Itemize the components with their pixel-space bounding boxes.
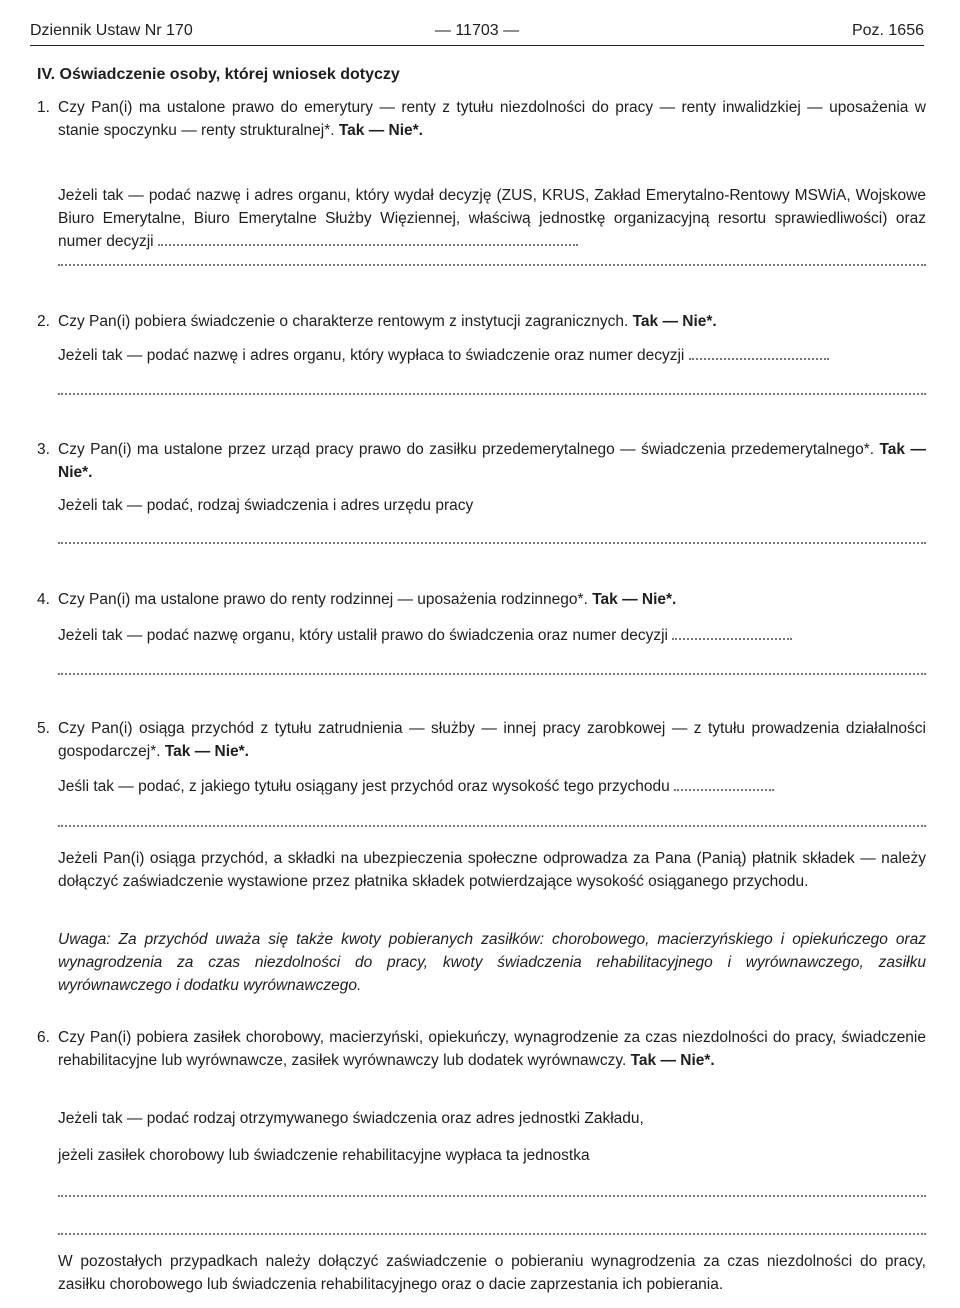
question-text: Czy Pan(i) ma ustalone prawo do renty rodzinnej — uposażenia rodzinnego*. — [58, 591, 588, 608]
journal-title: Dziennik Ustaw Nr 170 — [30, 22, 193, 39]
answer-line[interactable] — [672, 628, 792, 640]
note-text: Jeżeli Pan(i) osiąga przychód, a składki na ubezpieczenia społeczne odprowadza za Pana (Panią) płatnik składek — należy dołączyć zaświadczenie wystawione przez płatnika składek potwierdzające wysokość osiąganego przychodu. — [58, 850, 926, 890]
question-4-followup — [58, 624, 926, 647]
question-number: 2. — [37, 313, 50, 330]
yes-no-answer: Tak — Nie*. — [632, 313, 717, 330]
yes-no-answer: Tak — Nie*. — [592, 591, 677, 608]
answer-line[interactable] — [58, 252, 926, 266]
question-6-followup-2 — [58, 1144, 926, 1167]
question-number: 6. — [37, 1029, 50, 1046]
followup-text: jeżeli zasiłek chorobowy lub świadczenie rehabilitacyjne wypłaca ta jednostka — [58, 1147, 590, 1164]
question-3-followup — [58, 494, 926, 517]
question-text: Czy Pan(i) pobiera świadczenie o charakterze rentowym z instytucji zagranicznych. — [58, 313, 629, 330]
question-5-followup — [58, 775, 926, 798]
answer-line[interactable] — [58, 1221, 926, 1235]
question-3 — [37, 438, 926, 484]
footer-note — [58, 1250, 926, 1296]
position-number: Poz. 1656 — [851, 22, 924, 39]
question-text: Czy Pan(i) ma ustalone przez urząd pracy prawo do zasiłku przedemerytalnego — świadczenia przedemerytalnego*. — [58, 441, 875, 458]
answer-line[interactable] — [58, 1183, 926, 1197]
followup-text: Jeżeli tak — podać rodzaj otrzymywanego świadczenia oraz adres jednostki Zakładu, — [58, 1110, 644, 1127]
remark-text: Uwaga: Za przychód uważa się także kwoty pobieranych zasiłków: chorobowego, macierzyńskiego i opiekuńczego oraz wynagrodzenia za czas niezdolności do pracy, kwoty świadczenia rehabilitacyjnego i wyrównawczego, zasiłku wyrównawczego i dodatku wyrównawczego. — [58, 931, 926, 994]
question-number: 3. — [37, 441, 50, 458]
footer-note-text: W pozostałych przypadkach należy dołączyć zaświadczenie o pobieraniu wynagrodzenia za czas niezdolności do pracy, zasiłku chorobowego lub świadczenia rehabilitacyjnego oraz o dacie zaprzestania ich pobierania. — [58, 1253, 926, 1293]
answer-line[interactable] — [58, 530, 926, 544]
question-6 — [37, 1026, 926, 1072]
question-number: 5. — [37, 720, 50, 737]
question-1-followup — [58, 184, 926, 253]
followup-text: Jeżeli tak — podać nazwę i adres organu, który wydał decyzję (ZUS, KRUS, Zakład Emerytalno-Rentowy MSWiA, Wojskowe Biuro Emerytalne, Biuro Emerytalne Służby Więziennej, właściwą jednostkę organizacyjną resortu sprawiedliwości) oraz numer decyzji — [58, 187, 926, 250]
answer-line[interactable] — [58, 661, 926, 675]
section-title: IV. Oświadczenie osoby, której wniosek dotyczy — [37, 66, 400, 83]
answer-line[interactable] — [58, 381, 926, 395]
followup-text: Jeżeli tak — podać, rodzaj świadczenia i adres urzędu pracy — [58, 497, 474, 514]
question-text: Czy Pan(i) pobiera zasiłek chorobowy, macierzyński, opiekuńczy, wynagrodzenie za czas niezdolności do pracy, świadczenie rehabilitacyjne lub wyrównawcze, zasiłek wyrównawczy lub dodatek wyrównawczy. — [58, 1029, 926, 1069]
question-5-remark — [58, 928, 926, 997]
question-text: Czy Pan(i) osiąga przychód z tytułu zatrudnienia — służby — innej pracy zarobkowej — z tytułu prowadzenia działalności gospodarczej*. — [58, 720, 926, 760]
header-rule — [30, 45, 924, 46]
answer-line[interactable] — [674, 779, 774, 791]
answer-line[interactable] — [58, 813, 926, 827]
yes-no-answer: Tak — Nie*. — [338, 122, 423, 139]
question-text: Czy Pan(i) ma ustalone prawo do emerytury — renty z tytułu niezdolności do pracy — renty inwalidzkiej — uposażenia w stanie spoczynku — renty strukturalnej*. — [58, 99, 926, 139]
question-number: 4. — [37, 591, 50, 608]
question-4 — [37, 588, 926, 611]
followup-text: Jeżeli tak — podać nazwę i adres organu, który wypłaca to świadczenie oraz numer decyzji — [58, 347, 685, 364]
question-5 — [37, 717, 926, 763]
followup-text: Jeśli tak — podać, z jakiego tytułu osiągany jest przychód oraz wysokość tego przychodu — [58, 778, 670, 795]
answer-line[interactable] — [158, 234, 578, 246]
answer-line[interactable] — [689, 348, 829, 360]
question-1 — [37, 96, 926, 142]
yes-no-answer: Tak — Nie*. — [630, 1052, 715, 1069]
page-number: — 11703 — — [434, 22, 520, 39]
question-2 — [37, 310, 926, 333]
question-number: 1. — [37, 99, 50, 116]
yes-no-answer: Tak — Nie*. — [164, 743, 249, 760]
question-2-followup — [58, 344, 926, 367]
question-6-followup — [58, 1107, 926, 1130]
yes-no-answer: Tak — Nie*. — [58, 441, 926, 481]
question-5-note — [58, 847, 926, 893]
followup-text: Jeżeli tak — podać nazwę organu, który ustalił prawo do świadczenia oraz numer decyzji — [58, 627, 668, 644]
